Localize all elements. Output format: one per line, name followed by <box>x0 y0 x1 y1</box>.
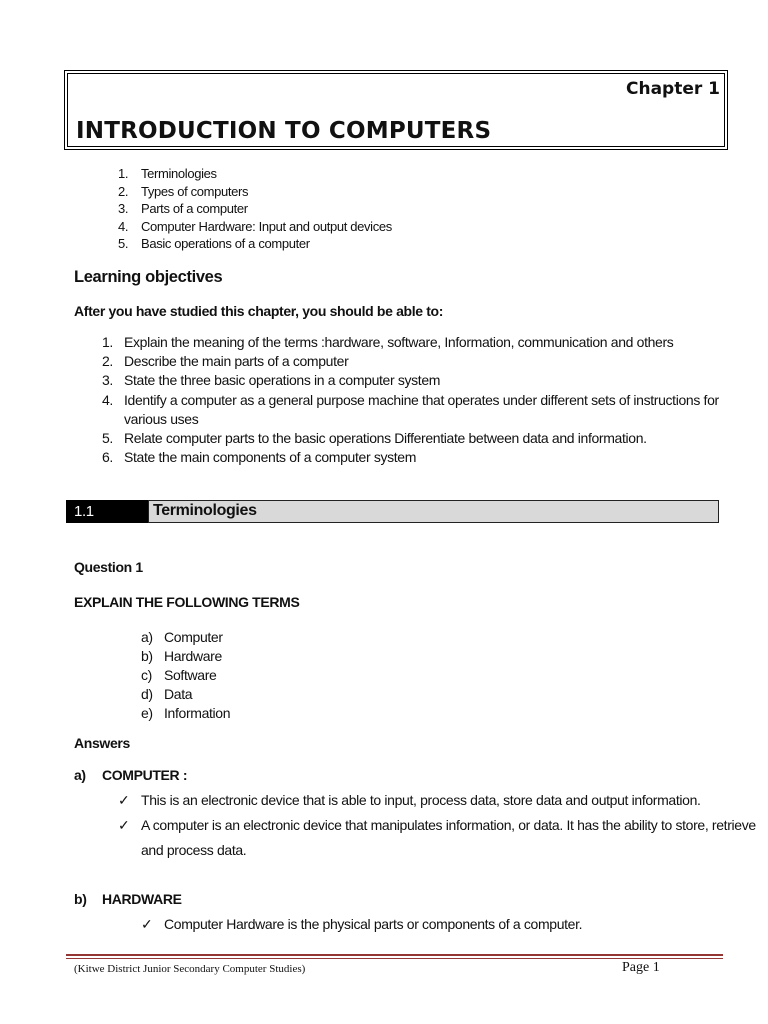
chapter-label: Chapter 1 <box>625 79 720 99</box>
list-item: 5. Basic operations of a computer <box>118 236 310 251</box>
footer-rule <box>66 958 723 959</box>
chapter-header-box <box>64 70 728 150</box>
list-item: 1. Explain the meaning of the terms :hardware, software, Information, communication and others <box>102 334 674 350</box>
footer-rule <box>66 954 723 956</box>
page-number: Page 1 <box>622 960 660 975</box>
list-item: 2. Types of computers <box>118 184 249 199</box>
answer-point: ✓ This is an electronic device that is able to input, process data, store data and output information. <box>118 792 701 808</box>
list-item: a) Computer <box>141 629 223 645</box>
list-item: 4. Computer Hardware: Input and output devices <box>118 219 392 234</box>
list-item: 2. Describe the main parts of a computer <box>102 353 349 369</box>
check-mark-icon: ✓ <box>141 916 153 932</box>
list-item: 5. Relate computer parts to the basic operations Differentiate between data and information. <box>102 430 647 446</box>
section-header-bar <box>66 500 719 523</box>
check-mark-icon: ✓ <box>118 792 130 808</box>
list-item: 6. State the main components of a computer system <box>102 449 417 465</box>
chapter-title: INTRODUCTION TO COMPUTERS <box>76 118 492 144</box>
answer-point: ✓ A computer is an electronic device that manipulates information, or data. It has the ability to store, retrieve and process data. <box>118 817 756 858</box>
question-instruction: EXPLAIN THE FOLLOWING TERMS <box>74 594 300 610</box>
list-item: 1. Terminologies <box>118 166 217 181</box>
objectives-intro: After you have studied this chapter, you should be able to: <box>74 303 444 319</box>
check-mark-icon: ✓ <box>118 817 130 833</box>
answer-b-heading: b) HARDWARE <box>74 891 182 907</box>
section-number: 1.1 <box>66 500 148 523</box>
list-item: 4. Identify a computer as a general purpose machine that operates under different sets of instructions for various uses <box>102 392 719 427</box>
answer-point: ✓ Computer Hardware is the physical parts or components of a computer. <box>141 916 583 932</box>
section-title: Terminologies <box>148 500 719 523</box>
answers-label: Answers <box>74 735 130 751</box>
list-item: b) Hardware <box>141 648 222 664</box>
list-item: e) Information <box>141 705 231 721</box>
list-item: 3. Parts of a computer <box>118 201 248 216</box>
list-item: c) Software <box>141 667 217 683</box>
question-label: Question 1 <box>74 559 143 575</box>
list-item: 3. State the three basic operations in a computer system <box>102 372 441 388</box>
list-item: d) Data <box>141 686 193 702</box>
footer-course-name: (Kitwe District Junior Secondary Computer Studies) <box>74 963 306 975</box>
objectives-heading: Learning objectives <box>74 268 223 286</box>
answer-a-heading: a) COMPUTER : <box>74 767 188 783</box>
